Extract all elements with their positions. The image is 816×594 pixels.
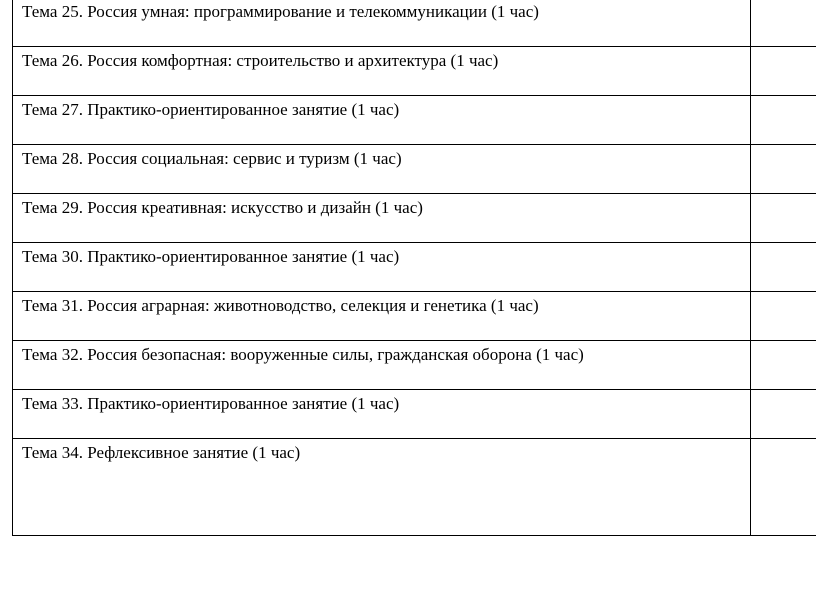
empty-cell [751,0,816,47]
topic-cell: Тема 34. Рефлексивное занятие (1 час) [13,439,751,536]
empty-cell [751,390,816,439]
empty-cell [751,341,816,390]
table-row [13,96,816,145]
empty-cell [751,243,816,292]
topic-cell: Тема 27. Практико-ориентированное занятие (1 час) [13,96,751,145]
topics-table [12,0,816,536]
table-row [13,439,816,536]
empty-cell [751,145,816,194]
empty-cell [751,439,816,536]
table-row [13,145,816,194]
topic-cell: Тема 33. Практико-ориентированное занятие (1 час) [13,390,751,439]
empty-cell [751,194,816,243]
table-row [13,194,816,243]
topic-cell: Тема 31. Россия аграрная: животноводство, селекция и генетика (1 час) [13,292,751,341]
table-row [13,0,816,47]
empty-cell [751,292,816,341]
empty-cell [751,47,816,96]
table-row [13,341,816,390]
table-row [13,47,816,96]
topic-cell: Тема 32. Россия безопасная: вооруженные силы, гражданская оборона (1 час) [13,341,751,390]
table-row [13,243,816,292]
empty-cell [751,96,816,145]
table-row [13,390,816,439]
topic-cell: Тема 28. Россия социальная: сервис и туризм (1 час) [13,145,751,194]
topic-cell: Тема 26. Россия комфортная: строительство и архитектура (1 час) [13,47,751,96]
table-row [13,292,816,341]
topic-cell: Тема 25. Россия умная: программирование и телекоммуникации (1 час) [13,0,751,47]
topic-cell: Тема 29. Россия креативная: искусство и дизайн (1 час) [13,194,751,243]
topic-cell: Тема 30. Практико-ориентированное занятие (1 час) [13,243,751,292]
